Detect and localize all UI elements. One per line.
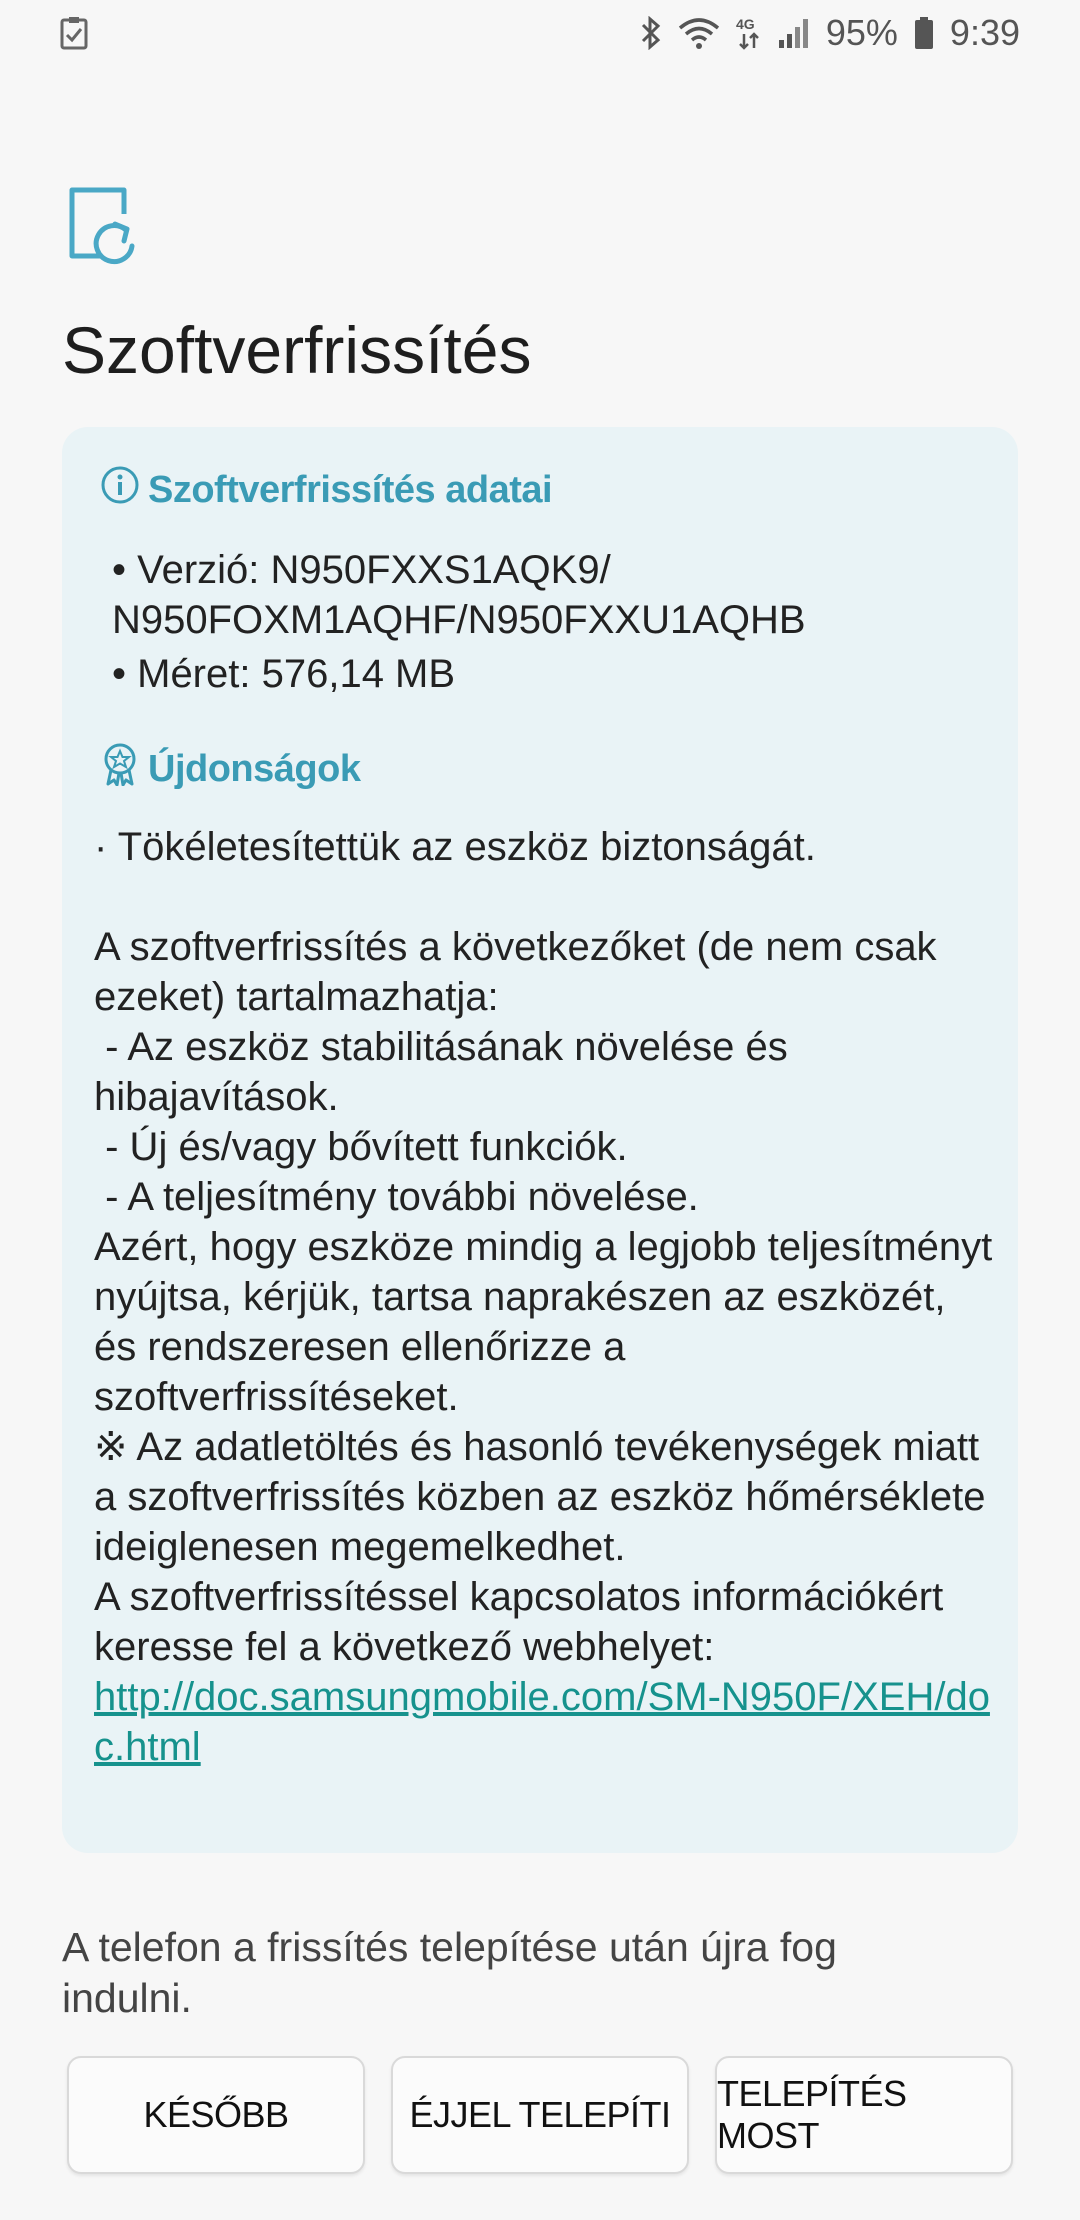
restart-notice: A telefon a frissítés telepítése után újra fog indulni.: [62, 1924, 837, 2021]
details-heading: [100, 465, 552, 515]
battery-percent: 95%: [825, 12, 898, 53]
whats-new-text: · Tökéletesítettük az eszköz biztonságát. A szoftverfrissítés a következőket (de nem csak ezeket) tartalmazhatja: - Az eszköz stabilitásának növelése és hibajavítások. - Új és/vagy bővített funkciók. - A teljesítmény további növelése. Azért, hogy eszköze mindig a legjobb teljesítményt nyújtsa, kérjük, tartsa naprakészen az eszközét, és rendszeresen ellenőrizze a szoftverfrissítéseket. ※ Az adatletöltés és hasonló tevékenységek miatt a szoftverfrissítés közben az eszköz hőmérséklete ideiglenesen megemelkedhet. A szoftverfrissítéssel kapcsolatos információkért keresse fel a következő webhelyet:: [94, 825, 993, 1669]
badge-star-icon: [100, 742, 140, 796]
software-update-icon: [66, 184, 146, 274]
status-bar: [0, 0, 1080, 66]
doc-link[interactable]: http://doc.samsungmobile.com/SM-N950F/XEH/doc.html: [94, 1675, 990, 1769]
install-now-button[interactable]: TELEPÍTÉS MOST: [715, 2056, 1013, 2174]
install-overnight-button[interactable]: ÉJJEL TELEPÍTI: [391, 2056, 689, 2174]
details-heading-label: Szoftverfrissítés adatai: [148, 468, 553, 511]
4g-icon: [736, 16, 762, 50]
signal-icon: [778, 16, 810, 50]
whats-new-body: [94, 822, 994, 1772]
clipboard-check-icon: [60, 16, 88, 50]
svg-text:4G: 4G: [735, 16, 755, 32]
later-button[interactable]: KÉSŐBB: [67, 2056, 365, 2174]
status-left: [60, 16, 88, 50]
info-icon: [100, 465, 140, 515]
update-info-card[interactable]: [62, 427, 1018, 1853]
size-item: • Méret: 576,14 MB: [112, 652, 456, 696]
details-list: [112, 545, 992, 703]
wifi-icon: [678, 16, 720, 50]
clock: 9:39: [949, 12, 1020, 53]
whats-new-heading-label: Újdonságok: [148, 747, 361, 790]
battery-icon: [914, 16, 934, 50]
whats-new-heading: [100, 742, 360, 796]
version-item: • Verzió: N950FXXS1AQK9/ N950FOXM1AQHF/N950FXXU1AQHB: [112, 548, 806, 642]
bluetooth-icon: [640, 16, 662, 50]
status-right: [640, 12, 1020, 54]
page-title: Szoftverfrissítés: [62, 313, 532, 387]
